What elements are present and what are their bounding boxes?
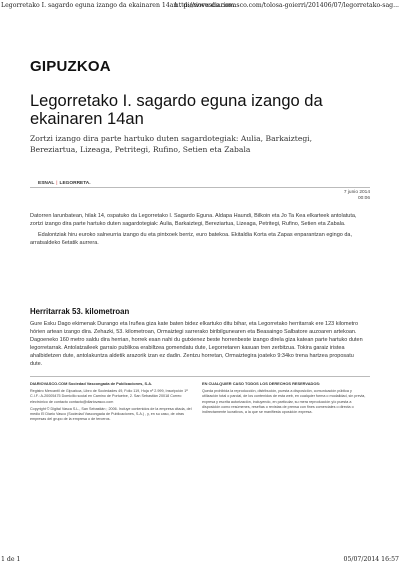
article-subtitle: Zortzi izango dira parte hartuko duten sagardotegiak: Aulia, Barkaiztegi, Bereziartua, Lizeaga, Petritegi, Rufino, Setien eta Zabala — [30, 134, 313, 154]
article-time: 00:06 — [357, 196, 370, 201]
byline-location: LEGORRETA. — [59, 181, 91, 186]
page-count: 1 de 1 — [1, 556, 21, 563]
print-footer — [0, 554, 400, 566]
byline-separator: | — [56, 181, 58, 186]
legal-left-title: DIARIOVASCO.COM Sociedad Vascongada de Publicaciones, S.A. — [30, 381, 153, 386]
legal-right-title: EN CUALQUIER CASO TODOS LOS DERECHOS RESERVADOS: — [202, 381, 321, 386]
article-date: 7 junio 2014 — [343, 190, 370, 195]
page-url-header: http://www.diariovasco.com/tolosa-goierri/201406/07/legorretako-sag... — [174, 2, 399, 9]
legal-right-column — [202, 381, 367, 417]
legal-left-column — [30, 381, 195, 424]
byline-divider — [30, 187, 370, 188]
subheading: Herritarrak 53. kilometroan — [30, 307, 130, 316]
article-title: Legorretako I. sagardo eguna izango da ekainaren 14an — [30, 92, 323, 128]
paragraph-3: Gure Esku Dago ekimenak Durango eta Iruñea giza kate baten bidez elkartuko ditu bihar, eta Legorretako herritarrak ere 123 kilometro hórien artean izango dira. Zehazki, 53. kilometroan, Ormaiztegi sarrerako biribilgunearen eta Beasaingo Salbatore auzoaren artekoan. Dagoeneko 160 metro saldu dira herrian, horrek esan nahi du gutxienez beste horrenbeste izango direla giza katean parte hartuko duten legorretarrak. Antolatzaileek garraio publikoa erabiltzea gomendatu dute, Legorretaren kasuan tren zerbitzua. Tokira garaiz iristea ahalbidetzen dute, antolakuntza aldetik arazorik izan ez dadin. Zentzu horretan, Ormaiztegira joateko 9:34ko trena hartzea proposatu dute. — [30, 321, 363, 367]
footer-divider — [30, 376, 370, 377]
legal-left-text-1: Registro Mercantil de Gipuzkoa, Libro de Sociedades 49, Folio 119, Hoja nº 2.999, Inscripción 1ª C.I.F.: A-20005475 Domicilio social en Camino de Portuetxe, 2. San Sebastián 20018 Correo electrónico de contacto contacto@diariovasco.com — [30, 389, 188, 404]
paragraph-2: Edalontziak hiru euroko salneurria izango du eta pintxoek berriz, euro batekoa. Ekitaldia Korta eta Zapas enparantzan egingo da, arratsaldeko 6etatik aurrera. — [30, 232, 353, 246]
paragraph-1: Datorren larunbatean, hilak 14, ospatuko da Legorretako I. Sagardo Eguna. Aldapa Haundi, Bilkoin eta Jo Ta Kea elkarteek antolatuta, zortzi izango dira parte hartuko duten sagardotegiak: Aulia, Barkaiztegi, Bereziartua, Lizeaga, Petritegi, Rufino, Setien eta Zabala. — [30, 213, 357, 227]
byline-author: ESNAL — [38, 181, 55, 186]
legal-left-text-2: Copyright © Digital Vasca S.L., San Sebastián ; 2006. Incluye contenidos de la empresa citada, del medio El Diario Vasco (Sociedad Vascongada de Publicaciones, S.A.) , y, en su caso, de otras empresas del grupo de la empresa o de terceros. — [30, 406, 192, 422]
print-header — [0, 0, 400, 12]
section-label[interactable]: GIPUZKOA — [30, 58, 111, 75]
page-title-header: Legorretako I. sagardo eguna izango da ekainaren 14an . diariovasco.com — [1, 2, 235, 9]
print-timestamp: 05/07/2014 16:57 — [343, 556, 399, 563]
article-byline — [38, 181, 91, 186]
legal-right-text-1: Queda prohibida la reproducción, distribución, puesta a disposición, comunicación pública y utilización total o parcial, de los contenidos de esta web, en cualquier forma o modalidad, sin previa, expresa y escrita autorización, incluyendo, en particular, su mera reproducción y/o puesta a disposición como resúmenes, reseñas o revistas de prensa con fines comerciales o directa o indirectamente lucrativos, a la que se manifiesta oposición expresa. — [202, 389, 366, 415]
